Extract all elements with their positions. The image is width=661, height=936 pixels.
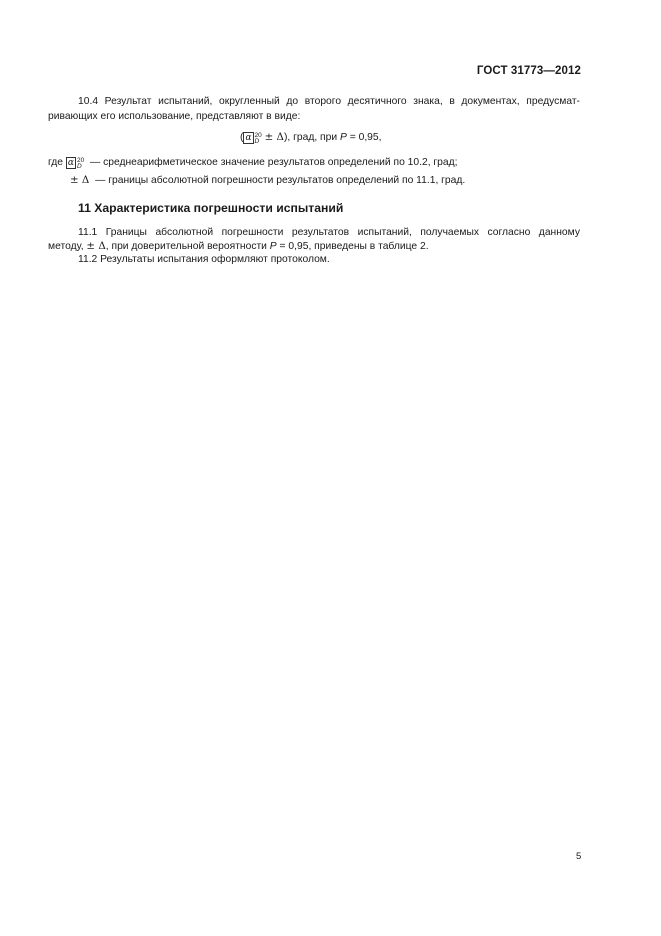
where-lead: где [48,157,64,168]
formula-tail: ), град, при [283,132,340,143]
where-definition-2 [70,173,465,188]
probability-variable-p11: P [269,241,277,252]
where-indices [77,158,84,171]
paragraph-10-4-line2: ривающих его использование, представляют в виде: [48,111,301,122]
formula-open-paren: ( [240,132,244,143]
document-code-header: ГОСТ 31773—2012 [476,65,581,77]
mean-alpha-symbol-where: α [67,158,74,168]
formula-indices [255,133,262,146]
formula-subscript: D [254,138,260,145]
where-definition-2-text: — границы абсолютной погрешности результатов определений по 11.1, град. [95,175,466,186]
paragraph-11-1-line1: 11.1 Границы абсолютной погрешности результатов испытаний, получаемых согласно данному [78,227,580,238]
where-definition-1 [48,155,458,171]
mean-alpha-symbol: α [245,133,252,143]
where-subscript: D [76,163,82,170]
where-superscript: 20 [76,156,85,164]
paragraph-11-2: 11.2 Результаты испытания оформляют протоколом. [78,254,330,265]
p11-1-part-c: = 0,95, приведены в таблице 2. [276,241,429,252]
p11-1-part-a: методу, [48,241,87,252]
paragraph-10-4-line1: 10.4 Результат испытаний, округленный до второго десятичного знака, в документах, предусмат- [78,96,580,107]
page-number: 5 [576,851,582,862]
probability-value: = 0,95, [346,132,382,143]
result-formula [240,130,382,146]
where-definition-1-text: — среднеарифметическое значение результатов определений по 10.2, град; [89,157,458,168]
p11-1-part-b: , при доверительной вероятности [105,241,270,252]
section-11-heading: 11 Характеристика погрешности испытаний [78,201,344,215]
formula-superscript: 20 [254,131,262,139]
probability-variable: P [339,132,347,143]
plus-minus-delta-where: ± Δ [70,174,90,186]
plus-minus-delta-p11: ± Δ [86,240,106,252]
plus-minus-delta: ± Δ [264,131,284,143]
